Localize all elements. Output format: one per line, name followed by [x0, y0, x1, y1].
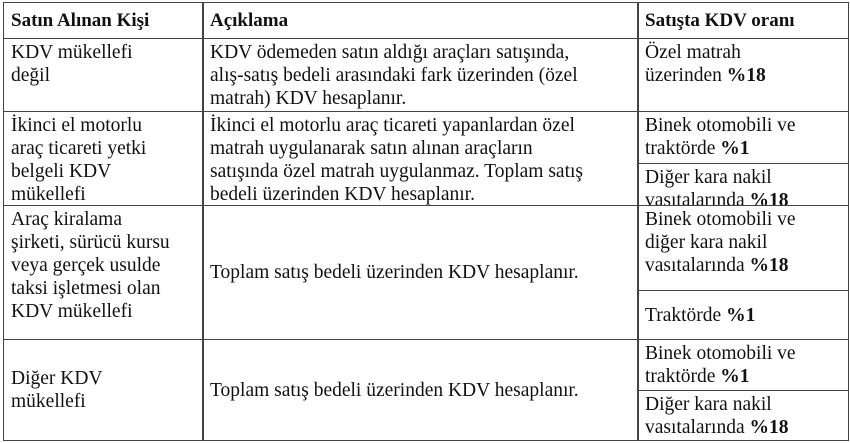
rate-value: %18 [749, 417, 789, 438]
text-line: Binek otomobili ve [645, 343, 796, 364]
rate-cell [637, 111, 849, 164]
buyer-cell [3, 111, 204, 206]
description-cell [202, 205, 639, 340]
rate-cell [637, 339, 849, 391]
buyer-cell [3, 38, 204, 112]
rate-value: %18 [726, 65, 766, 86]
description-cell [202, 339, 639, 441]
text-line: Diğer KDV [11, 368, 103, 389]
text-line: Toplam satış bedeli üzerinden KDV hesaplanır. [210, 379, 579, 401]
text-line: Araç kiralama [11, 209, 122, 230]
text-line: veya gerçek usulde [11, 255, 161, 276]
text-line: Binek otomobili ve [645, 115, 796, 136]
text-line: bedeli üzerinden KDV hesaplanır. [210, 184, 475, 205]
text-line: traktörde %1 [645, 366, 750, 387]
text-line: matrah uygulanarak satın alınan araçların [210, 138, 533, 159]
text-line: KDV mükellefi [11, 42, 133, 63]
header-buyer: Satın Alınan Kişi [3, 2, 204, 39]
buyer-cell [3, 339, 204, 441]
text-line: Traktörde %1 [645, 304, 756, 326]
text-line: KDV ödemeden satın aldığı araçları satışında, [210, 42, 570, 63]
text-line: mükellefi [11, 391, 86, 412]
text-line: Diğer kara nakil [645, 167, 772, 188]
text-line: matrah) KDV hesaplanır. [210, 88, 407, 109]
rate-value: %18 [749, 255, 789, 276]
text-line: İkinci el motorlu araç ticareti yapanlardan özel [210, 115, 575, 136]
text-line: araç ticareti yetki [11, 138, 147, 159]
buyer-cell [3, 205, 204, 340]
rate-value: %1 [726, 304, 756, 326]
description-cell [202, 111, 639, 206]
rate-cell [637, 205, 849, 291]
text-line: Toplam satış bedeli üzerinden KDV hesaplanır. [210, 262, 579, 283]
rate-value: %18 [749, 190, 789, 211]
rate-value: %1 [720, 366, 750, 387]
text-line: Binek otomobili ve [645, 209, 796, 230]
rate-cell [637, 390, 849, 441]
rate-cell [637, 290, 849, 340]
text-line: vasıtalarında %18 [645, 190, 789, 211]
header-description: Açıklama [202, 2, 639, 39]
text-line: mükellefi [11, 184, 86, 205]
text-line: diğer kara nakil [645, 232, 768, 253]
text-line: İkinci el motorlu [11, 115, 143, 136]
text-line: vasıtalarında %18 [645, 255, 789, 276]
rate-cell [637, 163, 849, 211]
text-line: alış-satış bedeli arasındaki fark üzerinden (özel [210, 65, 578, 86]
text-line: vasıtalarında %18 [645, 417, 789, 438]
text-line: Özel matrah [645, 42, 741, 63]
rate-cell [637, 38, 849, 112]
text-line: değil [11, 65, 50, 86]
text-line: satışında özel matrah uygulanmaz. Toplam satış [210, 161, 584, 182]
header-rate: Satışta KDV oranı [637, 2, 849, 39]
text-line: traktörde %1 [645, 138, 750, 159]
text-line: taksi işletmesi olan [11, 278, 161, 299]
text-line: üzerinden %18 [645, 65, 766, 86]
rate-value: %1 [720, 138, 750, 159]
text-line: KDV mükellefi [11, 301, 133, 322]
text-line: Diğer kara nakil [645, 394, 772, 415]
description-cell [202, 38, 639, 112]
text-line: belgeli KDV [11, 161, 112, 182]
text-line: şirketi, sürücü kursu [11, 232, 170, 253]
